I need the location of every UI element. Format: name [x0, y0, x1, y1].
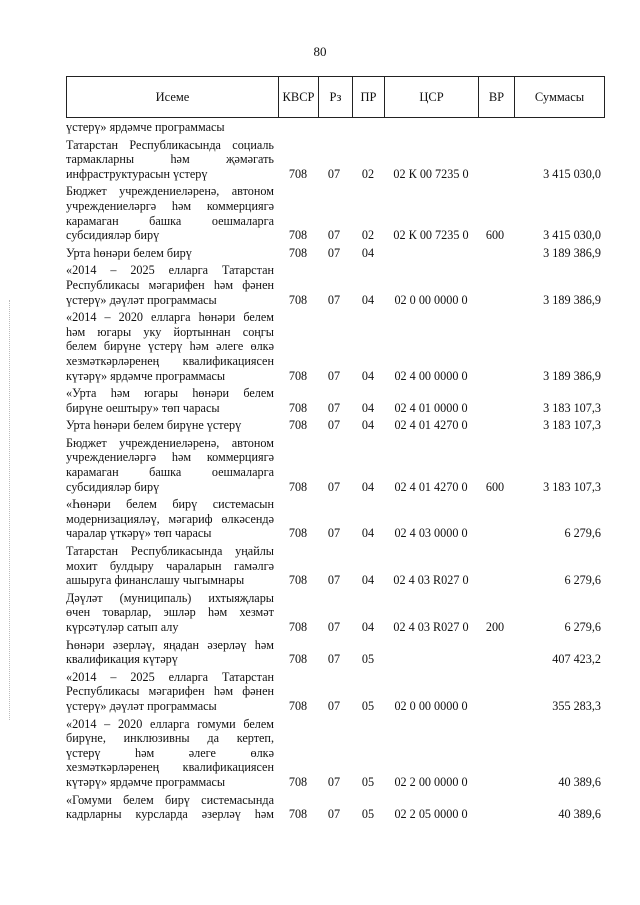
- row-name: [66, 717, 274, 790]
- cell-sum: 3 415 030,0: [543, 166, 601, 181]
- cell-rz: 07: [327, 292, 341, 307]
- row-name: [66, 310, 274, 383]
- table-row: [66, 418, 605, 433]
- cell-sum: 3 189 386,9: [543, 292, 601, 307]
- cell-rz: 07: [327, 526, 341, 541]
- row-name: [66, 263, 274, 307]
- cell-kvsr: 708: [288, 368, 308, 383]
- cell-csr: 02 4 03 0000 0: [394, 526, 468, 541]
- cell-pr: 04: [361, 245, 375, 260]
- cell-rz: 07: [327, 698, 341, 713]
- row-name-line: Урта һөнәри белем бирүне үстерү: [66, 418, 242, 433]
- cell-kvsr: 708: [288, 166, 308, 181]
- row-name: [66, 793, 274, 822]
- row-name-line: Республикасы мәгарифен һәм фәнен: [66, 684, 274, 699]
- row-name-line: күрсәтүләр сатып алу: [66, 620, 179, 634]
- table-row: [66, 497, 605, 541]
- row-name-line: «Урта һәм югары һөнәри белем: [66, 386, 274, 401]
- cell-csr: 02 4 00 0000 0: [394, 368, 468, 383]
- cell-rz: 07: [327, 479, 341, 494]
- table-row: [66, 793, 605, 822]
- cell-csr: 02 4 01 0000 0: [394, 400, 468, 415]
- row-name-line: мохит булдыру чараларын гамәлгә: [66, 558, 274, 573]
- cell-sum: 6 279,6: [564, 573, 601, 588]
- table-row: [66, 120, 605, 135]
- cell-kvsr: 708: [288, 526, 308, 541]
- row-name-line: хезмәткәрләренең квалификациясен: [66, 353, 274, 368]
- cell-sum: 3 183 107,3: [543, 400, 601, 415]
- row-name: [66, 120, 274, 135]
- cell-rz: 07: [327, 166, 341, 181]
- row-name-line: Бюджет учреждениеләренә, автоном: [66, 435, 274, 450]
- row-name-line: «2014 – 2020 елларга гомуми белем: [66, 716, 274, 731]
- table-row: [66, 246, 605, 261]
- cell-pr: 02: [361, 228, 375, 243]
- cell-pr: 05: [361, 652, 375, 667]
- table-row: [66, 263, 605, 307]
- table-row: [66, 591, 605, 635]
- cell-pr: 04: [361, 292, 375, 307]
- page-number: 80: [313, 44, 327, 59]
- cell-sum: 3 189 386,9: [543, 245, 601, 260]
- cell-kvsr: 708: [288, 245, 308, 260]
- cell-vr: 600: [485, 479, 505, 494]
- row-name-line: ашыруга финанслашу чыгымнары: [66, 573, 245, 588]
- cell-rz: 07: [327, 807, 341, 822]
- row-name: [66, 638, 274, 667]
- table-row: [66, 310, 605, 383]
- cell-vr: 200: [485, 620, 505, 634]
- cell-kvsr: 708: [288, 652, 308, 667]
- cell-sum: 355 283,3: [552, 698, 601, 713]
- cell-pr: 04: [361, 400, 375, 415]
- row-name: [66, 436, 274, 494]
- cell-kvsr: 708: [288, 774, 308, 789]
- row-name-line: Һөнәри әзерләү, яңадан әзерләү һәм: [66, 637, 274, 652]
- row-name: [66, 386, 274, 415]
- cell-sum: 40 389,6: [558, 807, 601, 822]
- cell-csr: 02 К 00 7235 0: [393, 166, 469, 181]
- cell-pr: 04: [361, 368, 375, 383]
- cell-rz: 07: [327, 620, 341, 634]
- cell-csr: 02 2 05 0000 0: [394, 807, 468, 822]
- cell-rz: 07: [327, 573, 341, 588]
- cell-sum: 3 183 107,3: [543, 418, 601, 433]
- header-pr: ПР: [353, 77, 385, 117]
- cell-rz: 07: [327, 418, 341, 433]
- cell-pr: 05: [361, 807, 375, 822]
- cell-csr: 02 4 01 4270 0: [394, 418, 468, 433]
- cell-csr: 02 0 00 0000 0: [394, 292, 468, 307]
- cell-sum: 407 423,2: [552, 652, 601, 667]
- table-row: [66, 386, 605, 415]
- row-name-line: «Һөнәри белем бирү системасын: [66, 497, 274, 512]
- row-name-line: квалификация күтәрү: [66, 652, 178, 667]
- cell-rz: 07: [327, 368, 341, 383]
- cell-kvsr: 708: [288, 418, 308, 433]
- margin-dotted-rule: [9, 300, 10, 720]
- cell-rz: 07: [327, 774, 341, 789]
- cell-kvsr: 708: [288, 228, 308, 243]
- row-name-line: белем бирүне үстерү һәм әлеге өлкә: [66, 339, 274, 354]
- table-row: [66, 544, 605, 588]
- row-name: [66, 670, 274, 714]
- row-name-line: һәм югары уку йортыннан соңгы: [66, 324, 274, 339]
- row-name: [66, 184, 274, 242]
- table-row: [66, 717, 605, 790]
- cell-csr: 02 0 00 0000 0: [394, 698, 468, 713]
- cell-sum: 3 415 030,0: [543, 228, 601, 243]
- row-name-line: Татарстан Республикасында социаль: [66, 137, 274, 152]
- header-csr: ЦСР: [385, 77, 479, 117]
- row-name-line: модернизацияләү, мәгариф өлкәсендә: [66, 511, 274, 526]
- table-row: [66, 670, 605, 714]
- row-name-line: күтәрү» ярдәмче программасы: [66, 368, 226, 383]
- row-name-line: бирүне оештыру» төп чарасы: [66, 400, 220, 415]
- cell-vr: 600: [485, 228, 505, 243]
- row-name-line: Дәүләт (муниципаль) ихтыяҗлары: [66, 590, 274, 605]
- row-name: [66, 591, 274, 635]
- header-rz: Рз: [319, 77, 353, 117]
- header-sum: Суммасы: [534, 90, 585, 104]
- cell-rz: 07: [327, 228, 341, 243]
- cell-pr: 04: [361, 573, 375, 588]
- cell-csr: 02 4 01 4270 0: [394, 479, 468, 494]
- row-name: [66, 497, 274, 541]
- cell-pr: 02: [361, 166, 375, 181]
- cell-sum: 3 189 386,9: [543, 368, 601, 383]
- row-name-line: кадрларны курсларда әзерләү һәм: [66, 807, 274, 822]
- cell-kvsr: 708: [288, 620, 308, 634]
- cell-rz: 07: [327, 245, 341, 260]
- table-row: [66, 638, 605, 667]
- cell-kvsr: 708: [288, 807, 308, 822]
- cell-rz: 07: [327, 652, 341, 667]
- row-name: [66, 138, 274, 182]
- cell-kvsr: 708: [288, 573, 308, 588]
- cell-kvsr: 708: [288, 292, 308, 307]
- row-name-line: үстерү» ярдәмче программасы: [66, 120, 225, 134]
- row-name-line: үстерү» дәүләт программасы: [66, 292, 217, 307]
- row-name-line: өчен товарлар, эшләр һәм хезмәт: [66, 605, 274, 620]
- cell-kvsr: 708: [288, 698, 308, 713]
- cell-pr: 04: [361, 620, 375, 634]
- row-name-line: субсидияләр бирү: [66, 228, 160, 243]
- header-name: Исеме: [67, 77, 279, 117]
- cell-csr: 02 К 00 7235 0: [393, 228, 469, 243]
- cell-csr: 02 4 03 R027 0: [393, 620, 469, 634]
- row-name-line: тармакларны һәм җәмәгать: [66, 152, 274, 167]
- row-name: [66, 246, 274, 261]
- row-name-line: үстерү һәм әлеге өлкә: [66, 745, 274, 760]
- cell-sum: 40 389,6: [558, 774, 601, 789]
- cell-pr: 04: [361, 526, 375, 541]
- row-name-line: «2014 – 2025 елларга Татарстан: [66, 669, 274, 684]
- cell-pr: 04: [361, 479, 375, 494]
- cell-pr: 04: [361, 418, 375, 433]
- header-kvsr: КВСР: [279, 77, 319, 117]
- cell-pr: 05: [361, 698, 375, 713]
- row-name-line: хезмәткәрләренең квалификациясен: [66, 760, 274, 775]
- cell-csr: 02 2 00 0000 0: [394, 774, 468, 789]
- cell-kvsr: 708: [288, 400, 308, 415]
- table-body: [66, 120, 605, 822]
- table-row: [66, 138, 605, 182]
- cell-kvsr: 708: [288, 479, 308, 494]
- table-header: [66, 76, 605, 118]
- row-name-line: субсидияләр бирү: [66, 479, 160, 494]
- row-name-line: «2014 – 2025 елларга Татарстан: [66, 263, 274, 278]
- row-name-line: учреждениеләргә һәм коммерциягә: [66, 450, 274, 465]
- cell-sum: 6 279,6: [564, 620, 601, 634]
- table-row: [66, 436, 605, 494]
- header-vr: ВР: [479, 77, 515, 117]
- table-row: [66, 184, 605, 242]
- row-name-line: Республикасы мәгарифен һәм фәнен: [66, 277, 274, 292]
- cell-pr: 05: [361, 774, 375, 789]
- cell-sum: 3 183 107,3: [543, 479, 601, 494]
- cell-rz: 07: [327, 400, 341, 415]
- cell-csr: 02 4 03 R027 0: [393, 573, 469, 588]
- row-name-line: бирүне, инклюзивны да кертеп,: [66, 731, 274, 746]
- row-name-line: карамаган башка оешмаларга: [66, 213, 274, 228]
- cell-sum: 6 279,6: [564, 526, 601, 541]
- row-name-line: чаралар үткәрү» төп чарасы: [66, 526, 212, 541]
- row-name-line: карамаган башка оешмаларга: [66, 465, 274, 480]
- row-name-line: «Гомуми белем бирү системасында: [66, 792, 274, 807]
- row-name-line: «2014 – 2020 елларга һөнәри белем: [66, 310, 274, 325]
- row-name-line: күтәрү» ярдәмче программасы: [66, 774, 226, 789]
- row-name-line: Урта һөнәри белем бирү: [66, 245, 192, 260]
- row-name: [66, 544, 274, 588]
- row-name-line: инфраструктурасын үстерү: [66, 166, 208, 181]
- row-name-line: Татарстан Республикасында уңайлы: [66, 544, 274, 559]
- row-name-line: үстерү» дәүләт программасы: [66, 698, 217, 713]
- row-name-line: учреждениеләргә һәм коммерциягә: [66, 198, 274, 213]
- row-name-line: Бюджет учреждениеләренә, автоном: [66, 184, 274, 199]
- row-name: [66, 418, 274, 433]
